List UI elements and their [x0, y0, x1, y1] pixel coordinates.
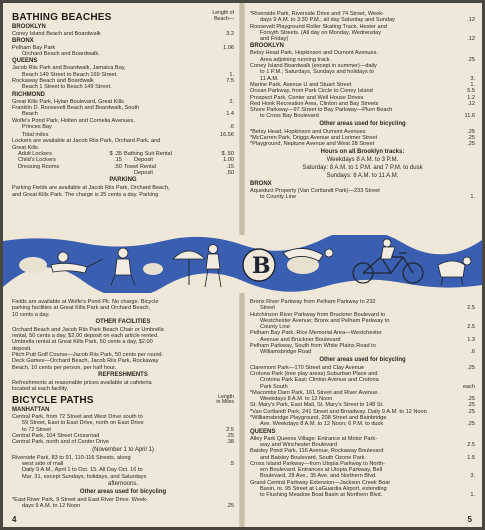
- path-row: ern Boulevard. Entrances at Utopia Parkway, Bell: [260, 467, 383, 474]
- parking-text: 10 cents a day.: [12, 311, 50, 318]
- parking-heading: PARKING: [109, 177, 137, 184]
- path-row: *Betsy Head, Hopkinson and Dumont Avenues .25: [250, 128, 475, 135]
- path-row: *Van Cortlandt Park, 241 Street and Broadway. Daily 9 A.M. to 12 Noon .25: [250, 408, 475, 415]
- path-row: Park South each: [260, 383, 475, 390]
- beach-row: Pelham Bay Park 1.06: [12, 44, 234, 51]
- path-row: Cross Island Parkway—from Utopia Parkway to North-: [250, 460, 385, 467]
- path-row: Alley Park Queens Village: Entrance at Motor Park-: [250, 435, 378, 442]
- path-row: Crotona Park (tree play areas) Suburban Place and: [250, 370, 378, 377]
- fee-row: Bathing Suit Rental $ .50: [124, 151, 234, 158]
- path-row: to Cross Bay Boulevard 11.6: [260, 113, 475, 120]
- beach-row: Princes Bay .6: [22, 123, 234, 130]
- path-row: Roosevelt Playground Roller Skating Track, Hester and: [250, 23, 387, 30]
- path-row: Boulevard, 28 Ave., 35 Ave. and Northern Blvd. 3.: [260, 473, 475, 480]
- path-row: to 72 Street 2.5: [22, 426, 234, 433]
- other-facilities-heading: OTHER FACILITIES: [95, 318, 151, 325]
- path-row: 59 Street, East to East Drive, north on East Drive: [22, 420, 144, 427]
- fee-row: Adult Lockers $ .35: [18, 151, 122, 158]
- fee-row: Child's Lockers .15: [18, 157, 122, 164]
- path-row: and Friday) .12: [260, 36, 475, 43]
- facilities-text: deposit.: [12, 345, 32, 352]
- path-row-note: Daily 9 A.M., April 1 to Oct. 15. All Day Oct. 16 to: [22, 467, 143, 474]
- path-row: 11 A.M. 3.: [260, 75, 475, 82]
- illustration-band: [3, 235, 482, 293]
- path-row: Grand Central Parkway Extension—Jackson Creek Boar: [250, 479, 391, 486]
- parking-text: Fields are available at Wolfe's Pond Pk. No charge. Bicycle: [12, 299, 159, 305]
- path-row: and Baisley Boulevard, South Ozone Park 1.5: [260, 454, 475, 461]
- beach-row: Wolfe's Pond Park, Holten and Cornelia Avenues,: [12, 117, 135, 124]
- path-row: Williamsbridge Road .6: [260, 349, 475, 356]
- right-lower-text: [244, 299, 482, 499]
- facilities-text: Orchard Beach and Jacob Riis Park Beach Chair or Umbrella: [12, 326, 164, 333]
- path-row: *East River Park, 9 Street and East River Drive. Week-: [12, 496, 148, 503]
- hours-text: Sundays: 8 A.M. to 11 A.M.: [326, 172, 399, 179]
- refreshments-text: Refreshments at reasonable prices available at cafeteria: [12, 379, 152, 386]
- lockers-note-cont: Great Kills.: [12, 144, 40, 151]
- svg-text:B: B: [252, 253, 271, 279]
- length-column-head: Length of Beach—: [212, 10, 234, 22]
- booklet-spread: [3, 3, 482, 527]
- hours-text: Weekdays 8 A.M. to 3 P.M.: [326, 156, 399, 163]
- path-row-note: Mar. 31, except Sundays, holidays, and Saturdays: [22, 473, 147, 480]
- bronx-heading: BRONX: [12, 37, 34, 44]
- left-lower-text: [3, 299, 240, 509]
- path-row: Central Park, north and of Center Drive .38: [12, 439, 234, 446]
- beach-row-detail: Beach 1 Street to Beach 149 Street.: [22, 84, 112, 91]
- total-miles-row: Total miles 16.56: [22, 132, 234, 139]
- b-letter-mark: [243, 249, 275, 281]
- path-row: to 1 P.M.; Saturdays, Sundays and holidays to: [260, 69, 375, 76]
- path-row: Street 2.5: [260, 305, 475, 312]
- refreshments-text: located at each facility.: [12, 386, 69, 393]
- facilities-text: Beach, 10 cents per person, per half hour.: [12, 364, 117, 371]
- facilities-text: Umbrella rental at Great Kills Park, 50 cents a day, $2.00: [12, 339, 153, 346]
- path-row: to Flushing Meadow Boat Basin at Northern Blvd. 1.: [260, 492, 475, 499]
- beach-row: Beach 149 Street to Beach 169 Street. 1.: [22, 71, 234, 78]
- lockers-note: Lockers are available at Jacob Riis Park, Orchard Park, and: [12, 138, 161, 145]
- bicycle-paths-title: BICYCLE PATHS: [12, 395, 94, 407]
- manhattan-heading: MANHATTAN: [12, 407, 50, 414]
- page-number: 4: [12, 514, 17, 524]
- beach-and-bicycle-illustration: [3, 235, 482, 293]
- path-row: Basin, nr. 95 Street at LaGuardia Airport, extending: [260, 486, 387, 493]
- path-row: Weekdays 8 A.M. to 12 Noon .25: [260, 396, 475, 403]
- path-row: *Playground, Neptune Avenue and West 28 Street .25: [250, 141, 475, 148]
- splash-shape: [19, 257, 47, 273]
- beach-row-detail: Orchard Beach and Boardwalk.: [22, 51, 100, 58]
- queens-heading: QUEENS: [250, 428, 276, 435]
- path-row: way and Winchester Boulevard 2.5: [260, 441, 475, 448]
- path-row-note: (November 1 to April 1): [92, 446, 154, 453]
- facilities-text: Deck Games—Orchard Beach, Jacob Riis Park, Rockaway: [12, 358, 159, 365]
- path-row: Ocean Parkway, from Park Circle to Coney Island 5.5: [250, 88, 475, 95]
- beach-row: Coney Island Beach and Boardwalk 3.2: [12, 30, 234, 37]
- path-row: St. Mary's Park, East Mall, St. Mary's Street to 148 St. .25: [250, 402, 475, 409]
- fee-row: Deposit 1.00: [134, 157, 234, 164]
- fee-row: Towel Rental .15: [124, 163, 234, 170]
- brooklyn-heading: BROOKLYN: [12, 23, 46, 30]
- bronx-heading: BRONX: [250, 180, 272, 187]
- page-number: 5: [467, 514, 472, 524]
- path-row: Coney Island Boardwalk (except in summer)—daily: [250, 63, 377, 70]
- path-row: Bronx River Parkway from Pelham Parkway to 232: [250, 299, 376, 305]
- path-row: *Riverside Park, Riverside Drive and 74 Street, Week-: [250, 11, 384, 17]
- fee-row: Deposit .50: [134, 169, 234, 176]
- path-row: west side of mall .5: [22, 460, 234, 467]
- path-row: Crotona Park East; Clinton Avenue and Crotona: [260, 377, 379, 384]
- facilities-text: Pitch Putt Golf Course—Jacob Riis Park, 50 cents per round.: [12, 352, 164, 359]
- parking-text: parking facilities at Great Kills Park and Orchard Beach,: [12, 305, 151, 312]
- path-row: Westchester Avenue; Bronx and Pelham Parkway to: [260, 317, 390, 324]
- path-row: Area adjoining running track .25: [260, 56, 475, 63]
- fee-row: Dressing Rooms .50: [18, 163, 122, 170]
- beach-row: Franklin D. Roosevelt Beach and Boardwalk, South: [12, 104, 140, 111]
- path-row: Pelham Bay Park, Rice Memorial Area—Westchester: [250, 330, 382, 337]
- path-row: Prospect Park, Center and Well House Drives 1.2: [250, 94, 475, 101]
- beach-row: Rockaway Beach and Boardwalk 7.5: [12, 78, 234, 85]
- bathing-beaches-title: BATHING BEACHES: [12, 11, 112, 23]
- facilities-text: rental, 50 cents a day, $2.00 deposit on each article rented.: [12, 333, 159, 340]
- path-row: to County Line 1.: [260, 193, 475, 200]
- path-row: *Macombs Dam Park, 161 Street and River Avenue.: [250, 389, 379, 396]
- other-areas-heading: Other areas used for bicycling: [79, 488, 167, 495]
- path-row: Pelham Parkway, South from White Plains Road to: [250, 343, 376, 350]
- beach-row: Great Kills Park, Hylan Boulevard, Great Kills 2.: [12, 98, 234, 105]
- path-row: Baisley Pond Park, 116 Avenue, Rockaway Boulevard: [250, 448, 384, 455]
- brooklyn-heading: BROOKLYN: [250, 43, 284, 50]
- path-row: Red Hook Recreation Area, Clinton and Bay Streets .12: [250, 100, 475, 107]
- parking-text: Parking Fields are available at Jacob Riis Park, Orchard Beach,: [12, 185, 170, 192]
- path-row: *McCarren Park, Driggs Avenue and Lorimer Street .25: [250, 135, 475, 142]
- miles-column-head: Length in Miles: [216, 393, 234, 406]
- path-row: Ave. Weekdays 8 A.M. to 12 Noon; 6 P.M. to dusk .25: [260, 421, 475, 428]
- path-row: Aqueduct Property (Van Cortlandt Park)—233 Street: [250, 187, 380, 194]
- path-row: Avenue and Bruckner Boulevard 1.3: [260, 336, 475, 343]
- beach-row: Jacob Riis Park and Boardwalk, Jamaica Bay,: [12, 65, 126, 72]
- path-row: Shore Parkway—97 Street to Bay Parkway—Plum Beach: [250, 107, 393, 114]
- hours-text: Saturday: 8 A.M. to 1 P.M. and 7 P.M. to dusk: [302, 164, 423, 171]
- queens-heading: QUEENS: [12, 58, 38, 65]
- path-row: Hutchinson River Parkway from Bruckner Boulevard to: [250, 311, 386, 318]
- refreshments-heading: REFRESHMENTS: [98, 371, 148, 378]
- path-row: Claremont Park—170 Street and Clay Avenue .25: [250, 364, 475, 371]
- beach-row: Beach 1.4: [22, 111, 234, 118]
- path-row: *Williamsbridge Playground, 208 Street and Bainbridge: [250, 415, 387, 422]
- splash-shape: [143, 263, 163, 275]
- path-row: Forsyth Streets. (All day on Monday, Wednesday: [260, 29, 382, 36]
- path-row: Betsy Head Park, Hopkinson and Dumont Avenues.: [250, 50, 379, 57]
- richmond-heading: RICHMOND: [12, 91, 45, 98]
- path-row-note: afternoons.: [107, 480, 139, 487]
- other-areas-heading: Other areas used for bicycling: [319, 120, 406, 127]
- path-row: County Line 2.5: [260, 324, 475, 331]
- path-row: days 9 A.M. to 3:30 P.M.; all day Saturday and Sunday .12: [260, 17, 475, 24]
- other-areas-heading: Other areas used for bicycling: [319, 356, 406, 363]
- path-row: Riverside Park, 83 to 91, 110-116 Streets, along: [12, 454, 131, 461]
- path-row: days 9 A.M. to 12 Noon .25: [22, 503, 234, 510]
- parking-text: and Great Kills Park. The charge is 25 cents a day. Parking: [12, 191, 159, 198]
- fees-table: [12, 151, 234, 176]
- hours-heading: Hours on all Brooklyn tracks:: [320, 148, 405, 155]
- path-row: Marine Park, Avenue U and Stuart Street 1.: [250, 81, 475, 88]
- path-row: Central Park, 104 Street Crossroad .25: [12, 433, 234, 440]
- path-row: Central Park, from 72 Street and West Drive south to: [12, 414, 143, 421]
